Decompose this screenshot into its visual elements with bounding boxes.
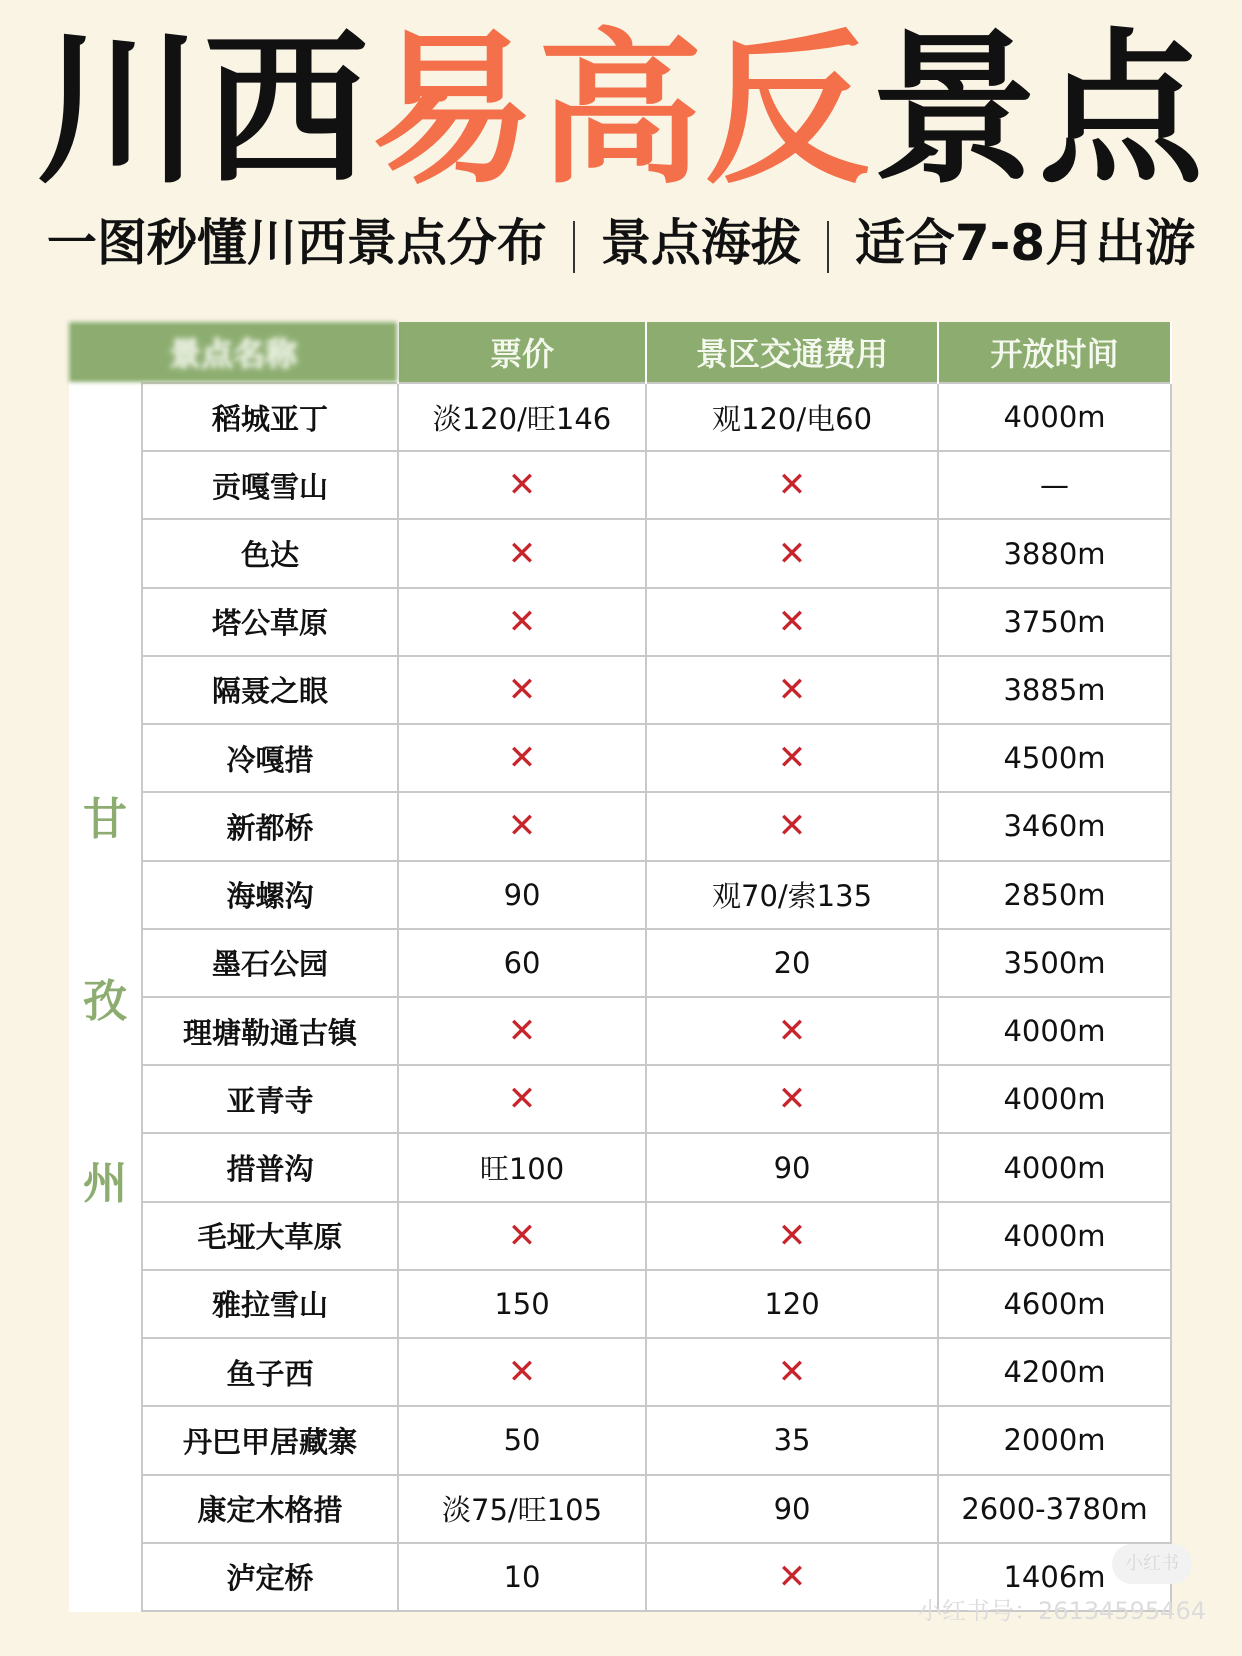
title-highlight: 易高反: [370, 14, 872, 206]
cell-name: [142, 588, 398, 656]
cell-ticket: [398, 383, 646, 451]
cell-altitude: [938, 1338, 1171, 1406]
region-char: 孜: [83, 976, 127, 1027]
header-transport: 景区交通费用: [646, 322, 938, 383]
cell-transport: [646, 519, 938, 587]
attractions-table: [69, 322, 1171, 1612]
cell-altitude: [938, 1065, 1171, 1133]
cell-ticket: [398, 997, 646, 1065]
cross-icon: ✕: [507, 1011, 537, 1052]
cell-ticket: [398, 1338, 646, 1406]
table-row: [69, 1475, 1171, 1543]
cell-name-text: 隔聂之眼: [212, 674, 329, 709]
table-row: [69, 383, 1171, 451]
cell-transport: [646, 1133, 938, 1201]
cell-name: [142, 724, 398, 792]
cell-name: [142, 1270, 398, 1338]
title-part2: 景点: [871, 14, 1206, 206]
cell-altitude-text: 1406m: [1003, 1559, 1106, 1594]
cross-icon: ✕: [777, 1011, 807, 1052]
table-row: [69, 588, 1171, 656]
watermark-text: 小红书号：2613459546​4: [918, 1597, 1206, 1625]
cell-name: [142, 1475, 398, 1543]
table-row: [69, 997, 1171, 1065]
cell-transport: [646, 1475, 938, 1543]
cell-transport: [646, 929, 938, 997]
cell-ticket: [398, 724, 646, 792]
cell-name: [142, 1338, 398, 1406]
cross-icon: ✕: [507, 601, 537, 642]
cell-altitude-text: 2850m: [1003, 877, 1106, 912]
cell-name-text: 亚青寺: [226, 1083, 314, 1118]
cell-name: [142, 861, 398, 929]
cell-ticket-text: 150: [494, 1286, 550, 1321]
cell-name-text: 色达: [241, 538, 300, 573]
table-row: [69, 724, 1171, 792]
cell-altitude-text: —: [1040, 468, 1070, 503]
cell-altitude-text: 4000m: [1003, 400, 1106, 435]
cell-transport-text: 观70/索135: [712, 879, 873, 914]
cell-name-text: 理塘勒通古镇: [183, 1015, 358, 1050]
cell-ticket: [398, 792, 646, 860]
cell-altitude-text: 4000m: [1003, 1150, 1106, 1185]
cell-altitude-text: 3885m: [1003, 672, 1106, 707]
cross-icon: ✕: [777, 1556, 807, 1597]
cell-altitude-text: 4000m: [1003, 1014, 1106, 1049]
cross-icon: ✕: [507, 1352, 537, 1393]
cell-altitude-text: 3500m: [1003, 945, 1106, 980]
cell-ticket: [398, 1133, 646, 1201]
cell-altitude-text: 3880m: [1003, 536, 1106, 571]
cell-name: [142, 519, 398, 587]
cell-transport: [646, 861, 938, 929]
cell-ticket: [398, 1202, 646, 1270]
table-row: [69, 656, 1171, 724]
cell-name-text: 墨石公园: [212, 947, 329, 982]
cell-altitude: [938, 1406, 1171, 1474]
cell-altitude: [938, 656, 1171, 724]
cell-transport-text: 120: [764, 1286, 820, 1321]
cell-altitude: [938, 792, 1171, 860]
cell-transport: [646, 1338, 938, 1406]
cell-transport: [646, 1406, 938, 1474]
cell-altitude: [938, 1202, 1171, 1270]
cell-altitude-text: 4600m: [1003, 1286, 1106, 1321]
header-altitude: 开放时间: [938, 322, 1171, 383]
subtitle: [0, 214, 1242, 273]
cell-transport: [646, 1543, 938, 1611]
cell-transport: [646, 724, 938, 792]
cell-name: [142, 929, 398, 997]
cell-name: [142, 451, 398, 519]
cell-name-text: 鱼子西: [226, 1356, 314, 1391]
cell-ticket: [398, 1406, 646, 1474]
region-label: [69, 383, 142, 1611]
cross-icon: ✕: [777, 533, 807, 574]
cell-transport: [646, 1202, 938, 1270]
cell-altitude-text: 4200m: [1003, 1355, 1106, 1390]
table-row: [69, 1338, 1171, 1406]
cell-ticket: [398, 588, 646, 656]
cell-name-text: 泸定桥: [226, 1561, 314, 1596]
cross-icon: ✕: [507, 533, 537, 574]
cross-icon: ✕: [507, 738, 537, 779]
cell-name-text: 塔公草原: [212, 606, 329, 641]
table-row: [69, 1065, 1171, 1133]
cell-ticket: [398, 656, 646, 724]
cross-icon: ✕: [507, 1079, 537, 1120]
cell-name-text: 雅拉雪山: [212, 1288, 329, 1323]
cell-name-text: 冷嘎措: [226, 742, 314, 777]
cell-altitude: [938, 1270, 1171, 1338]
cell-transport: [646, 588, 938, 656]
cell-name: [142, 383, 398, 451]
cell-transport: [646, 997, 938, 1065]
table-row: [69, 861, 1171, 929]
cell-name: [142, 997, 398, 1065]
cell-altitude-text: 3750m: [1003, 604, 1106, 639]
region-char: 甘: [83, 794, 127, 845]
cell-transport: [646, 792, 938, 860]
cell-transport-text: 90: [773, 1491, 811, 1526]
cell-altitude: [938, 588, 1171, 656]
subtitle-segment: 适合7-8月出游: [854, 214, 1196, 272]
cross-icon: ✕: [777, 1215, 807, 1256]
cell-altitude: [938, 724, 1171, 792]
region-char: 州: [83, 1158, 127, 1209]
cross-icon: ✕: [777, 1352, 807, 1393]
cell-transport-text: 观120/电60: [712, 401, 873, 436]
cell-ticket-text: 旺100: [479, 1152, 565, 1187]
subtitle-divider: [573, 221, 575, 273]
cell-altitude: [938, 451, 1171, 519]
cell-altitude-text: 4000m: [1003, 1082, 1106, 1117]
cross-icon: ✕: [507, 669, 537, 710]
cell-name: [142, 1543, 398, 1611]
cell-ticket-text: 60: [503, 945, 541, 980]
cell-transport-text: 90: [773, 1150, 811, 1185]
cell-altitude-text: 2000m: [1003, 1423, 1106, 1458]
cross-icon: ✕: [507, 806, 537, 847]
cell-name: [142, 1406, 398, 1474]
cell-name: [142, 1133, 398, 1201]
cell-ticket: [398, 1543, 646, 1611]
cell-ticket-text: 淡120/旺146: [432, 401, 612, 436]
cross-icon: ✕: [507, 465, 537, 506]
cross-icon: ✕: [777, 465, 807, 506]
table-row: [69, 1202, 1171, 1270]
cell-ticket: [398, 1270, 646, 1338]
cell-altitude-text: 3460m: [1003, 809, 1106, 844]
cell-altitude: [938, 383, 1171, 451]
cell-altitude-text: 4000m: [1003, 1218, 1106, 1253]
table-row: [69, 451, 1171, 519]
cell-ticket: [398, 929, 646, 997]
cell-ticket: [398, 861, 646, 929]
cell-ticket-text: 50: [503, 1423, 541, 1458]
cell-ticket: [398, 1065, 646, 1133]
cell-altitude: [938, 929, 1171, 997]
cell-name: [142, 792, 398, 860]
title-part1: 川西: [36, 14, 371, 206]
cell-ticket-text: 淡75/旺105: [442, 1493, 603, 1528]
cross-icon: ✕: [507, 1215, 537, 1256]
cell-transport: [646, 1065, 938, 1133]
cell-name-text: 稻城亚丁: [212, 401, 329, 436]
table-body: [69, 383, 1171, 1611]
cross-icon: ✕: [777, 1079, 807, 1120]
cell-altitude-text: 2600-3780m: [961, 1491, 1148, 1526]
cell-altitude: [938, 519, 1171, 587]
cell-altitude: [938, 1475, 1171, 1543]
cell-ticket: [398, 519, 646, 587]
cross-icon: ✕: [777, 806, 807, 847]
table-row: [69, 519, 1171, 587]
table-row: [69, 1133, 1171, 1201]
cell-ticket: [398, 451, 646, 519]
subtitle-divider: [827, 221, 829, 273]
cell-transport: [646, 656, 938, 724]
header-name: 景点名称: [69, 322, 398, 383]
table-row: [69, 929, 1171, 997]
cell-altitude: [938, 1133, 1171, 1201]
cross-icon: ✕: [777, 738, 807, 779]
cell-name-text: 措普沟: [226, 1152, 314, 1187]
cell-name-text: 贡嘎雪山: [212, 469, 329, 504]
cell-name: [142, 656, 398, 724]
watermark-logo: 小红书: [1112, 1544, 1192, 1584]
cell-transport-text: 20: [773, 945, 811, 980]
subtitle-segment: 景点海拔: [600, 214, 801, 272]
cell-altitude: [938, 997, 1171, 1065]
cell-name: [142, 1065, 398, 1133]
table-row: [69, 1406, 1171, 1474]
cell-transport: [646, 383, 938, 451]
cell-name-text: 丹巴甲居藏寨: [183, 1424, 358, 1459]
table-row: [69, 792, 1171, 860]
cell-transport: [646, 451, 938, 519]
cross-icon: ✕: [777, 669, 807, 710]
cross-icon: ✕: [777, 601, 807, 642]
cell-name-text: 新都桥: [226, 810, 314, 845]
cell-altitude: [938, 861, 1171, 929]
cell-name: [142, 1202, 398, 1270]
cell-ticket: [398, 1475, 646, 1543]
table-header-row: [69, 322, 1171, 383]
cell-ticket-text: 10: [503, 1559, 541, 1594]
subtitle-segment: 一图秒懂川西景点分布: [46, 214, 547, 272]
cell-altitude-text: 4500m: [1003, 741, 1106, 776]
cell-name-text: 毛垭大草原: [197, 1220, 343, 1255]
cell-ticket-text: 90: [503, 877, 541, 912]
header-ticket: 票价: [398, 322, 646, 383]
cell-name-text: 康定木格措: [197, 1493, 343, 1528]
cell-transport: [646, 1270, 938, 1338]
page-title: [0, 14, 1242, 206]
cell-name-text: 海螺沟: [226, 879, 314, 914]
cell-transport-text: 35: [773, 1423, 811, 1458]
table-row: [69, 1270, 1171, 1338]
